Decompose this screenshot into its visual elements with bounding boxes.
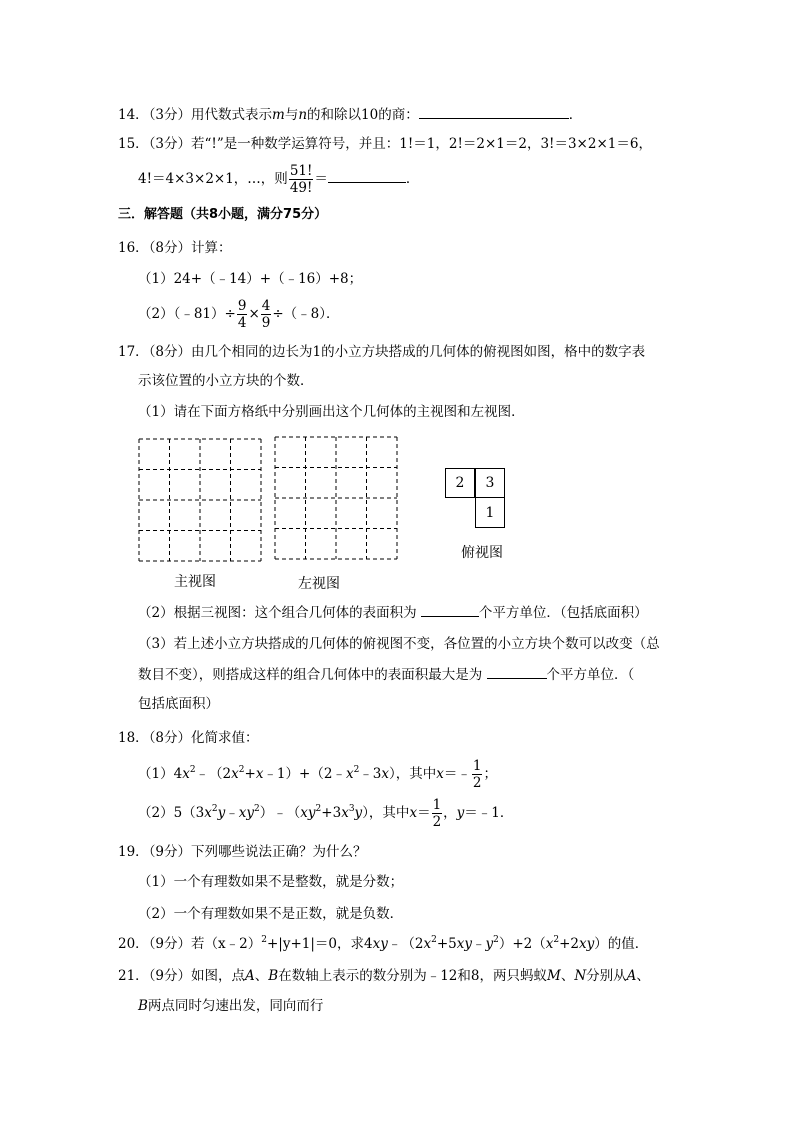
q19-text: 下列哪些说法正确？为什么？ (191, 844, 367, 860)
exp: 2 (553, 935, 560, 945)
exp: 2 (315, 804, 322, 814)
q18-p1-frac (472, 758, 483, 791)
sep: 、 (636, 968, 650, 984)
q18-p1-e: ﹣3 (359, 766, 382, 782)
var-y: y (586, 936, 595, 952)
q14-answer-blank[interactable] (419, 104, 569, 119)
q17-p3-blank[interactable] (487, 664, 547, 679)
q15-equals: ＝ (314, 171, 328, 187)
q20-g: +2 (559, 936, 580, 952)
exp: 2 (238, 765, 245, 775)
q16-part1: （1）24+（﹣14）+（﹣16）+8； (138, 271, 363, 287)
q14-mid: 与 (284, 107, 299, 123)
q18-p1-c: + (244, 766, 256, 782)
var-x: x (423, 936, 432, 952)
q20-number: 20． (118, 936, 149, 952)
q20-e: ﹣ (471, 936, 486, 952)
point-b: B (138, 998, 148, 1014)
q16-number: 16． (118, 240, 149, 256)
exp: 2 (254, 804, 260, 814)
q18-p1-d: ﹣1）+（2﹣ (263, 766, 346, 782)
q15-end: ． (405, 171, 420, 187)
q14-number: 14． (118, 107, 149, 123)
exp: 2 (261, 935, 267, 945)
q18-number: 18． (118, 730, 149, 746)
sep: 、 (254, 968, 269, 984)
q18-p2-f: ＝ (417, 805, 431, 821)
q21-line2: 两点同时匀速出发，同向而行 (147, 998, 324, 1014)
q19-number: 19． (118, 844, 149, 860)
var-y: y (464, 936, 472, 952)
q14-end: ． (568, 107, 583, 123)
q17-p2-blank[interactable] (421, 602, 479, 617)
q16-f1-num: 9 (237, 298, 247, 314)
q15-answer-blank[interactable] (328, 168, 406, 183)
left-view-grid[interactable] (274, 436, 398, 560)
q17-score: （8分） (148, 344, 192, 360)
var-x: x (545, 936, 554, 952)
point-a: A (245, 968, 255, 984)
var-x: x (182, 766, 190, 782)
q18-p1-end: ； (483, 766, 497, 782)
q15-score: （3分） (148, 136, 192, 152)
var-x: x (579, 936, 587, 952)
q18-p2-frac (432, 797, 443, 830)
question-20 (118, 934, 648, 954)
q18-p1-g: ＝﹣ (443, 766, 471, 782)
var-y: y (246, 805, 255, 821)
q18-part2 (138, 795, 513, 831)
top-view-count: 1 (485, 505, 495, 521)
q16-text: 计算： (191, 240, 232, 256)
q18-score: （8分） (148, 730, 192, 746)
top-view (445, 468, 507, 530)
var-y: y (354, 805, 363, 821)
q17-part3-line3: 包括底面积） (138, 696, 219, 712)
frac-den: 2 (472, 775, 482, 791)
q17-part3-line1: （3）若上述小立方块搭成的几何体的俯视图不变，各位置的小立方块个数可以改变（总 (138, 636, 660, 652)
q20-a: 若（x﹣2） (191, 936, 262, 952)
q18-part1 (138, 756, 497, 792)
var-x: x (456, 936, 465, 952)
q16-p2-b: ÷（﹣8）． (272, 306, 340, 322)
sep: 、 (560, 968, 575, 984)
q18-p2-e: ），其中 (362, 805, 410, 821)
q16-score: （8分） (148, 240, 192, 256)
top-view-count: 3 (485, 475, 495, 491)
q15-number: 15． (118, 136, 149, 152)
q20-c: ﹣（2 (387, 936, 424, 952)
var-x: x (436, 766, 444, 782)
q16-times: × (248, 306, 260, 322)
question-15-line2 (138, 162, 419, 196)
q16-f2-num: 4 (261, 298, 271, 314)
exp: 2 (431, 935, 437, 945)
q18-p1-a: （1）4 (138, 766, 183, 782)
q17-text: 由几个相同的边长为1的小立方块搭成的几何体的俯视图如图，格中的数字表 (191, 344, 646, 360)
ant-n: N (574, 968, 587, 984)
var-x: x (341, 805, 349, 821)
var-m: m (272, 107, 285, 123)
q17-part2 (138, 602, 648, 623)
q21-score: （9分） (148, 968, 192, 984)
var-x: x (204, 805, 212, 821)
exp: 2 (353, 765, 360, 775)
q16-f2-den: 9 (261, 315, 271, 331)
frac-den: 2 (432, 814, 442, 830)
var-y: y (456, 805, 465, 821)
q20-d: +5 (436, 936, 457, 952)
q18-p1-b: ﹣（2 (195, 766, 232, 782)
question-14 (118, 104, 582, 125)
var-x: x (231, 766, 239, 782)
exp: 3 (348, 804, 355, 814)
q17-p3-end: 个平方单位．（ (546, 667, 635, 683)
top-view-label: 俯视图 (461, 545, 503, 561)
q18-p2-a: （2）5（3 (138, 805, 205, 821)
top-view-count: 2 (455, 475, 465, 491)
frac-num: 1 (472, 758, 482, 774)
q21-b: 在数轴上表示的数分别为﹣12和8，两只蚂蚁 (278, 968, 547, 984)
q18-p2-b: ﹣ (225, 805, 239, 821)
left-view-label: 左视图 (298, 576, 340, 592)
var-x: x (409, 805, 418, 821)
q16-frac2 (261, 298, 272, 331)
exp: 2 (189, 765, 196, 775)
exp: 2 (211, 804, 218, 814)
q20-b: +|y+1|＝0，求4 (266, 936, 373, 952)
q21-number: 21． (118, 968, 149, 984)
q14-tail: 的和除以10的商： (307, 107, 419, 123)
section-3-title: 三．解答题（共8小题，满分75分） (118, 207, 328, 222)
question-17 (118, 342, 645, 362)
var-y: y (485, 936, 494, 952)
q17-part1: （1）请在下面方格纸中分别画出这个几何体的主视图和左视图． (138, 404, 525, 420)
question-16 (118, 238, 232, 258)
var-x: x (381, 766, 390, 782)
q18-text: 化简求值： (191, 730, 259, 746)
q15-frac-num: 51! (289, 163, 313, 179)
point-b: B (268, 968, 279, 984)
q16-frac1 (237, 298, 248, 331)
q19-part1: （1）一个有理数如果不是整数，就是分数； (138, 874, 404, 890)
q17-part3-line2 (138, 664, 634, 685)
var-x: x (300, 805, 308, 821)
q18-p2-c: ）﹣（ (259, 805, 301, 821)
q15-line2-text: 4!＝4×3×2×1，…，则 (138, 171, 288, 187)
q20-f: ）+2（ (498, 936, 546, 952)
ant-m: M (546, 968, 561, 984)
q17-text-line2: 示该位置的小立方块的个数． (138, 373, 314, 389)
question-15 (118, 134, 652, 154)
q17-number: 17． (118, 344, 149, 360)
q21-c: 分别从 (586, 968, 627, 984)
q16-p2-a: （2）（﹣81）÷ (138, 306, 236, 322)
var-n: n (298, 107, 308, 123)
q16-part2 (138, 296, 340, 332)
q17-p2-text: （2）根据三视图：这个组合几何体的表面积为 (138, 605, 421, 621)
q17-p3-text: 数目不变），则搭成这样的组合几何体中的表面积最大是为 (138, 667, 487, 683)
var-x: x (238, 805, 247, 821)
frac-num: 1 (432, 797, 442, 813)
q15-frac-den: 49! (289, 180, 313, 196)
q16-f1-den: 4 (237, 315, 247, 331)
question-21 (118, 966, 650, 986)
front-view-label: 主视图 (174, 574, 216, 590)
q20-score: （9分） (148, 936, 192, 952)
var-y: y (217, 805, 226, 821)
q19-part2: （2）一个有理数如果不是正数，就是负数． (138, 906, 404, 922)
question-19 (118, 842, 367, 862)
q15-fraction (289, 163, 314, 196)
question-18 (118, 728, 259, 748)
exp: 2 (493, 935, 499, 945)
q18-p2-d: +3 (321, 805, 342, 821)
front-view-grid[interactable] (138, 438, 262, 562)
var-y: y (380, 936, 388, 952)
q18-p1-f: ），其中 (389, 766, 437, 782)
var-x: x (255, 766, 264, 782)
question-21-line2 (138, 996, 323, 1016)
q21-a: 如图，点 (191, 968, 246, 984)
var-y: y (307, 805, 316, 821)
q19-score: （9分） (148, 844, 192, 860)
point-a: A (626, 968, 637, 984)
q18-p2-g: ， (443, 805, 457, 821)
var-x: x (372, 936, 381, 952)
q18-p2-h: ＝﹣1． (464, 805, 514, 821)
q14-score: （3分） (148, 107, 192, 123)
q20-h: ）的值． (594, 936, 649, 952)
var-x: x (345, 766, 354, 782)
q15-text: 若“!”是一种数学运算符号，并且：1!＝1，2!＝2×1＝2，3!＝3×2×1＝6， (191, 136, 652, 152)
q14-text: 用代数式表示 (191, 107, 273, 123)
q17-p2-end: 个平方单位．（包括底面积） (478, 605, 648, 621)
